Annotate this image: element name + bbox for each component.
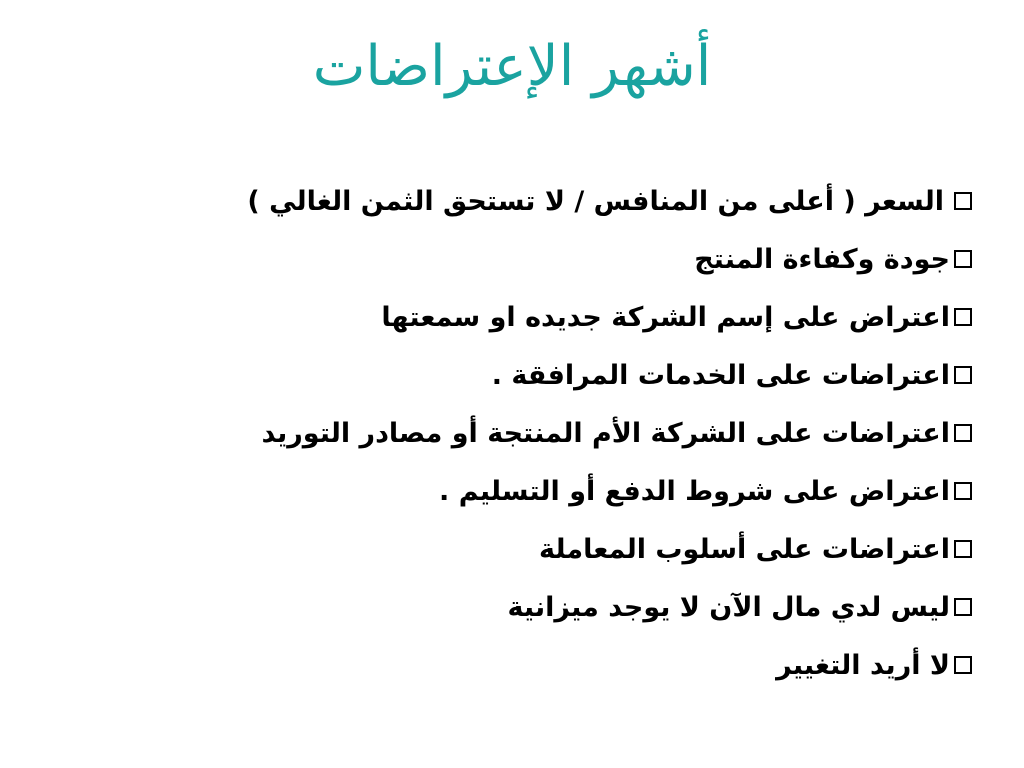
checkbox-square-icon xyxy=(954,482,972,500)
checkbox-square-icon xyxy=(954,598,972,616)
bullet-text: اعتراض على إسم الشركة جديده او سمعتها xyxy=(381,301,950,333)
bullet-text: اعتراضات على الخدمات المرافقة . xyxy=(491,359,950,391)
bullet-item xyxy=(72,404,972,462)
bullet-text: اعتراضات على أسلوب المعاملة xyxy=(539,533,950,565)
bullet-text: اعتراضات على الشركة الأم المنتجة أو مصادر التوريد xyxy=(261,417,950,449)
checkbox-square-icon xyxy=(954,250,972,268)
bullet-item xyxy=(72,288,972,346)
bullet-item xyxy=(72,346,972,404)
checkbox-square-icon xyxy=(954,192,972,210)
bullet-text: ليس لدي مال الآن لا يوجد ميزانية xyxy=(507,591,950,623)
checkbox-square-icon xyxy=(954,366,972,384)
slide-title: أشهر الإعتراضات xyxy=(312,34,712,99)
checkbox-square-icon xyxy=(954,308,972,326)
checkbox-square-icon xyxy=(954,540,972,558)
bullet-text: جودة وكفاءة المنتج xyxy=(694,243,950,275)
bullet-item xyxy=(72,172,972,230)
checkbox-square-icon xyxy=(954,656,972,674)
bullet-list xyxy=(72,172,972,694)
bullet-item xyxy=(72,462,972,520)
bullet-text: اعتراض على شروط الدفع أو التسليم . xyxy=(439,475,950,507)
checkbox-square-icon xyxy=(954,424,972,442)
bullet-text: لا أريد التغيير xyxy=(776,649,950,681)
bullet-item xyxy=(72,520,972,578)
bullet-text: السعر ( أعلى من المنافس / لا تستحق الثمن الغالي ) xyxy=(247,185,944,217)
bullet-item xyxy=(72,230,972,288)
bullet-item xyxy=(72,578,972,636)
bullet-item xyxy=(72,636,972,694)
